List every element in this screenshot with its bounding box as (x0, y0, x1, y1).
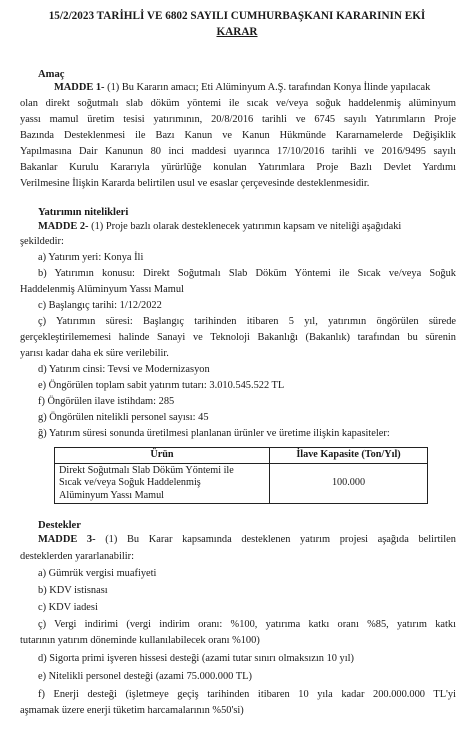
table-row (55, 463, 428, 504)
madde-2-line-2: şekildedir: (20, 236, 64, 247)
yatirim-item-c-cedilla-cont-1: gerçekleştirilememesi halinde Sanayi ve Teknoloji Bakanlığı (Bakanlık) tarafından bu sürenin (20, 332, 456, 343)
destek-item-e: e) Nitelikli personel desteği (azami 75.000.000 TL) (38, 671, 252, 682)
yatirim-item-g: g) Öngörülen nitelikli personel sayısı: 45 (38, 412, 209, 423)
destek-item-b: b) KDV istisnası (38, 585, 108, 596)
yatirim-item-d: d) Yatırım cinsi: Tevsi ve Modernizasyon (38, 364, 210, 375)
product-line-2: Sıcak ve/veya Soğuk Haddelenmiş (59, 477, 201, 488)
document-subtitle: KARAR (216, 26, 258, 38)
yatirim-item-c-cedilla-cont-2: yarısı kadar daha ek süre verilebilir. (20, 348, 169, 359)
products-table-cell-product (55, 463, 270, 504)
products-table (54, 447, 428, 504)
madde-2-label: MADDE 2- (38, 221, 89, 232)
destek-item-d: d) Sigorta primi işveren hissesi desteği (azami tutar sınırı olmaksızın 10 yıl) (38, 653, 354, 664)
yatirim-item-c: c) Başlangıç tarihi: 1/12/2022 (38, 300, 162, 311)
yatirim-item-b: b) Yatırımın konusu: Direkt Soğutmalı Slab Döküm Yöntemi ile Sıcak ve/veya Soğuk (38, 268, 456, 279)
madde-1-line-5: Yapılmasına Dair Kanunun 80 inci maddesi uyarınca 17/10/2016 tarihli ve 2016/9495 sayılı (20, 146, 456, 157)
destek-item-c-cedilla: ç) Vergi indirimi (vergi indirim oranı: %100, yatırıma katkı oranı %85, yatırım katkı (38, 619, 456, 630)
madde-2-line-1 (38, 220, 456, 233)
yatirim-item-g-breve: ğ) Yatırım süresi sonunda üretilmesi planlanan ürünler ve üretime ilişkin kapasiteler: (38, 428, 390, 439)
destek-item-a: a) Gümrük vergisi muafiyeti (38, 568, 157, 579)
section-heading-yatirim: Yatırımın nitelikleri (38, 207, 129, 218)
madde-1-line-7: Verilmesine İlişkin Kararda belirtilen usul ve esaslar çerçevesinde desteklenmesidir. (20, 178, 370, 189)
destek-item-f-cont: aşmamak üzere enerji tüketim harcamalarının %50'si) (20, 705, 244, 716)
destek-item-c-cedilla-cont: tutarının yatırım döneminde kullanılabilecek oranı %100) (20, 635, 260, 646)
madde-1-line-1 (54, 81, 456, 94)
madde-3-label: MADDE 3- (38, 534, 96, 545)
madde-1-line-3: yassı mamul üretim tesisi yatırımının, 20/8/2016 tarihli ve 6745 sayılı Yatırımların Proje (20, 114, 456, 125)
destek-item-f: f) Enerji desteği (işletmeye geçiş tarihinden itibaren 10 yıla kadar 200.000.000 TL'yi (38, 689, 456, 700)
madde-3-line-2: desteklerden yararlanabilir: (20, 551, 134, 562)
madde-3-line-1 (38, 533, 456, 546)
madde-1-line-4: Bazında Desteklenmesi ile Bazı Kanun ve Kanun Hükmünde Kararnamelerde Değişiklik (20, 130, 456, 141)
madde-1-label: MADDE 1- (54, 82, 105, 93)
product-line-1: Direkt Soğutmalı Slab Döküm Yöntemi ile (59, 464, 234, 476)
products-table-header-row (55, 448, 428, 464)
madde-3-text: (1) Bu Karar kapsamında desteklenen yatırım projesi aşağıda belirtilen (105, 534, 456, 545)
products-table-header-product: Ürün (55, 448, 270, 464)
document-title: 15/2/2023 TARİHLİ VE 6802 SAYILI CUMHURBAŞKANI KARARININ EKİ (48, 10, 426, 22)
products-table-cell-capacity: 100.000 (270, 463, 428, 504)
madde-1-line-2: olan direkt soğutmalı slab döküm yöntemi ile sıcak ve/veya soğuk haddelenmiş alüminyum (20, 98, 456, 109)
destek-item-c: c) KDV iadesi (38, 602, 98, 613)
yatirim-item-c-cedilla: ç) Yatırımın süresi: Başlangıç tarihinden itibaren 5 yıl, yatırımın öngörülen sürede (38, 316, 456, 327)
madde-1-text: (1) Bu Kararın amacı; Eti Alüminyum A.Ş. tarafından Konya İlinde yapılacak (107, 82, 431, 93)
products-table-header-capacity: İlave Kapasite (Ton/Yıl) (270, 448, 428, 464)
product-line-3: Alüminyum Yassı Mamul (59, 489, 165, 501)
yatirim-item-b-cont: Haddelenmiş Alüminyum Yassı Mamul (20, 284, 184, 295)
madde-2-text: (1) Proje bazlı olarak desteklenecek yatırımın kapsam ve niteliği aşağıdaki (91, 221, 402, 232)
section-heading-amac: Amaç (38, 69, 65, 80)
yatirim-item-f: f) Öngörülen ilave istihdam: 285 (38, 396, 175, 407)
yatirim-item-e: e) Öngörülen toplam sabit yatırım tutarı: 3.010.545.522 TL (38, 380, 285, 391)
madde-1-line-6: Bakanlar Kurulu Kararıyla yürürlüğe konulan Yatırımlara Proje Bazlı Devlet Yardımı (20, 162, 456, 173)
yatirim-item-a: a) Yatırım yeri: Konya İli (38, 252, 144, 263)
section-heading-destekler: Destekler (38, 520, 81, 531)
